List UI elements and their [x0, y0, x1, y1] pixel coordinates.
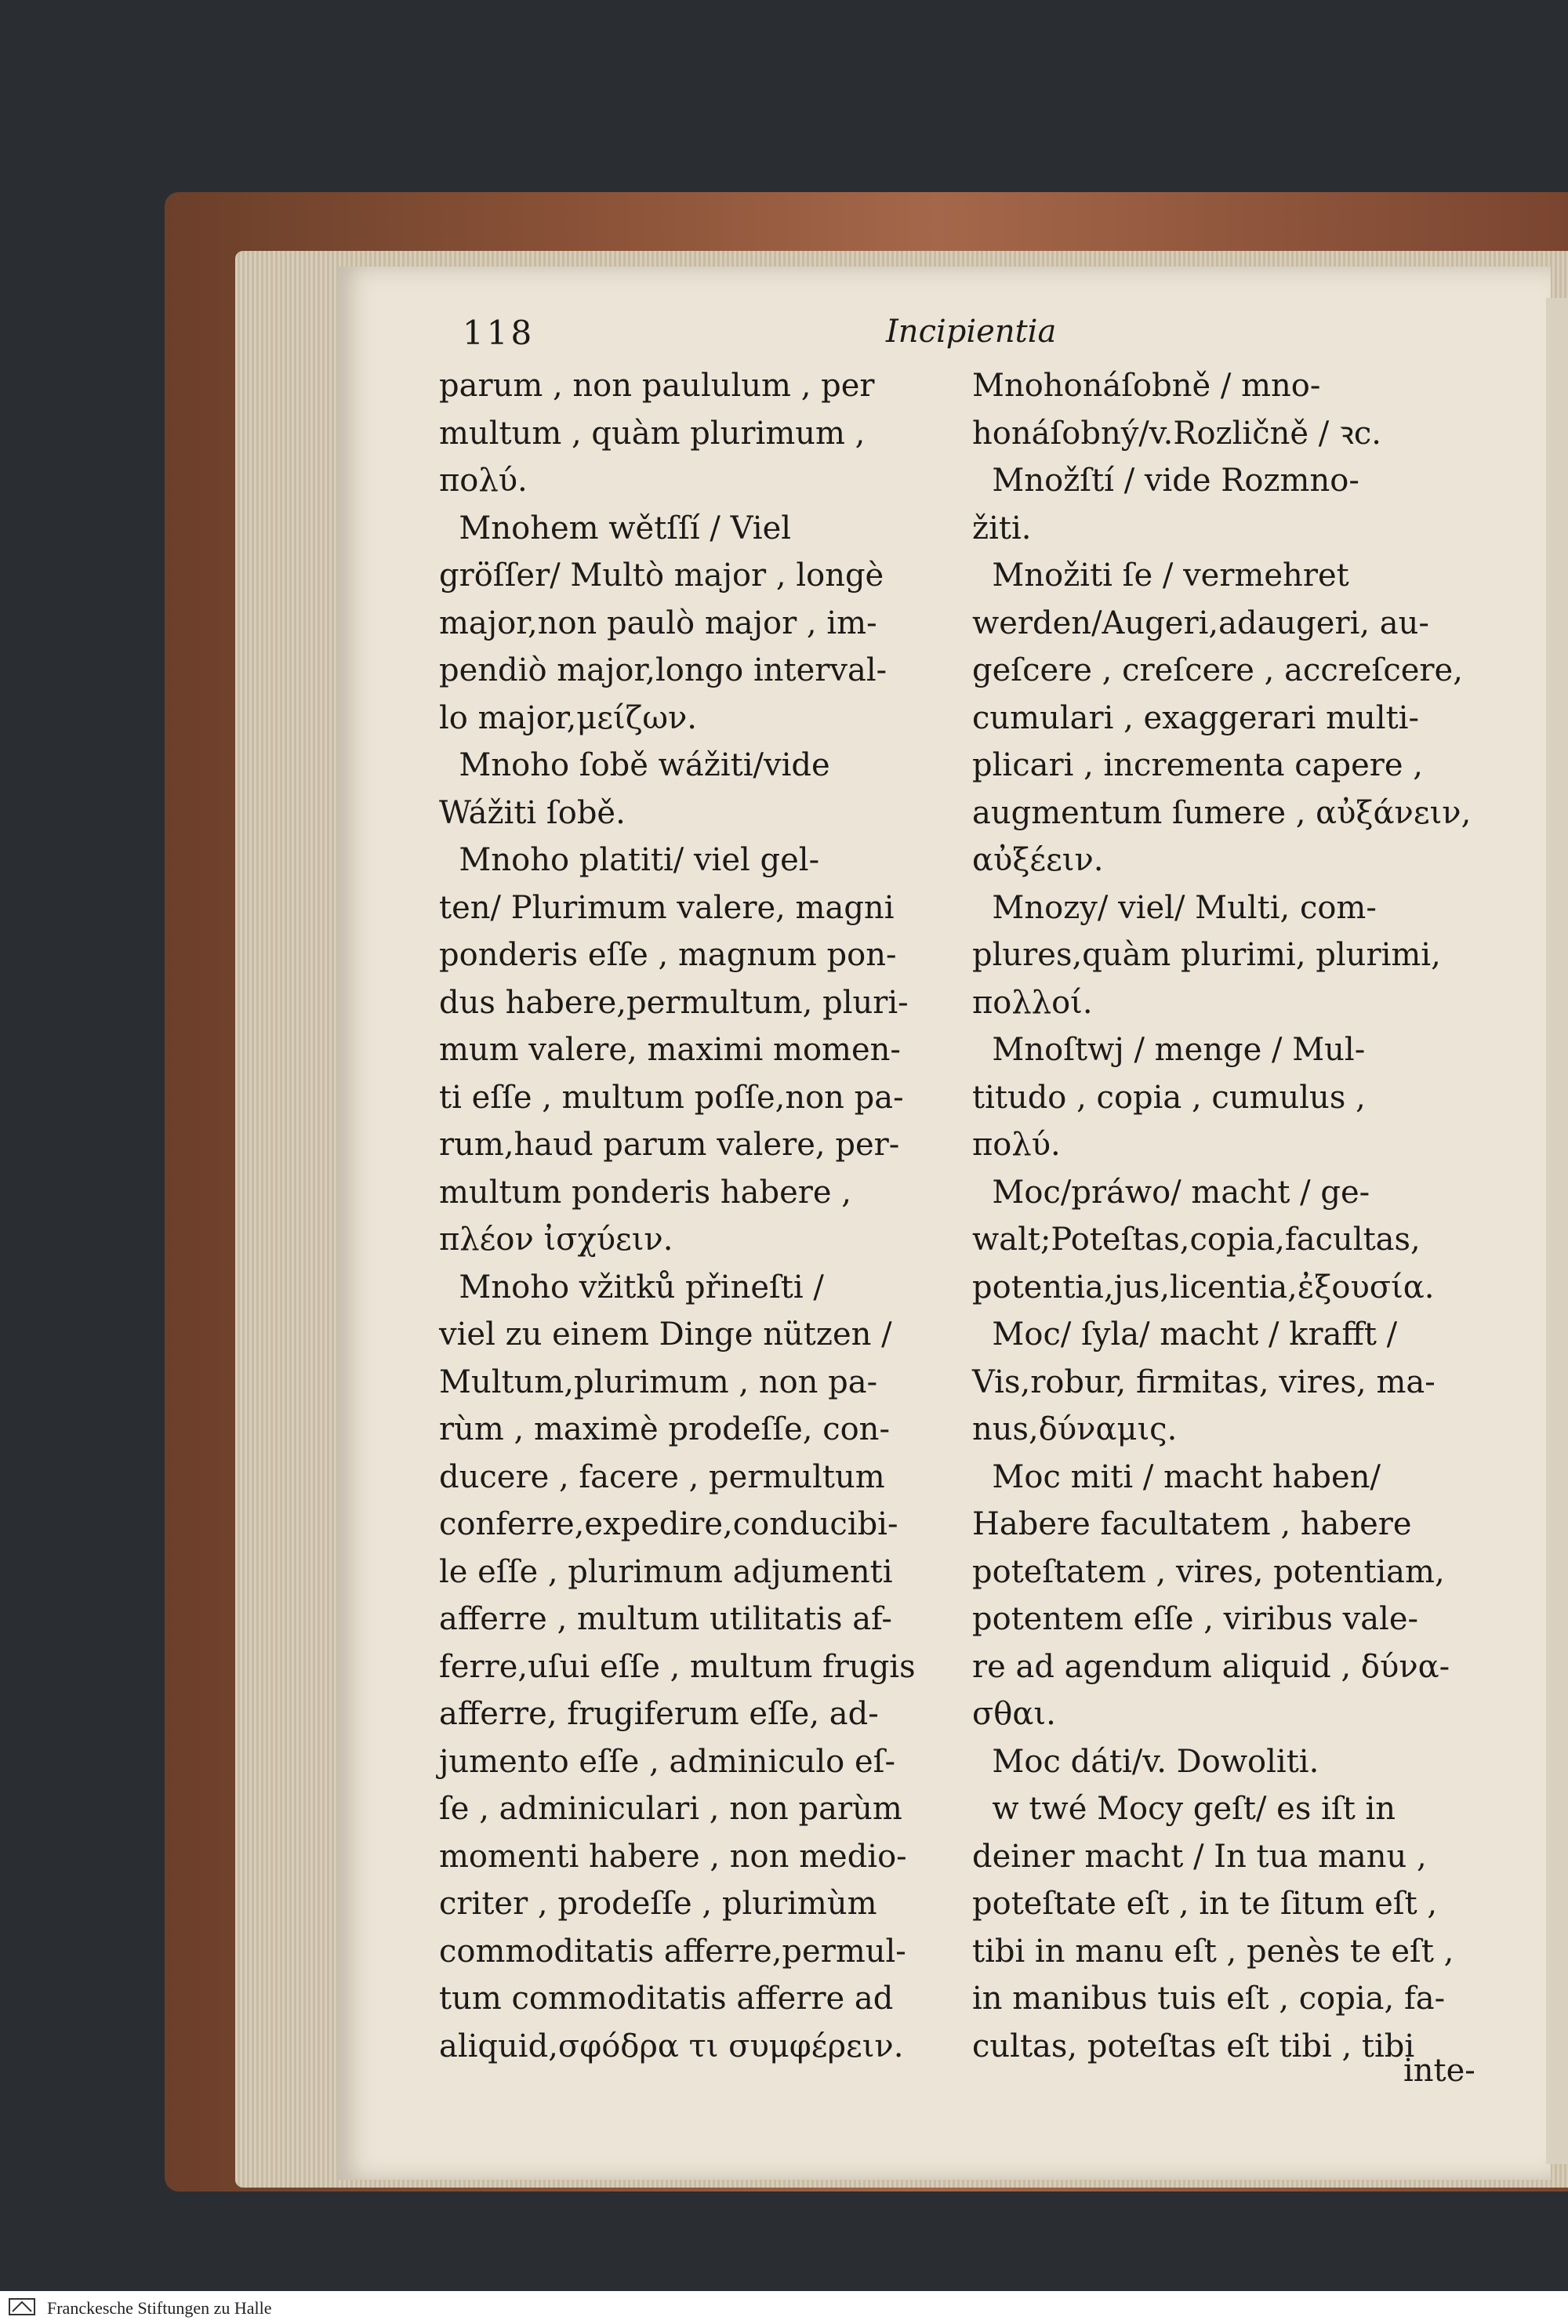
text-line: augmentum ſumere , αὐξάνειν,: [972, 794, 1472, 831]
text-line: Mnohem wětſſí / Viel: [439, 510, 792, 547]
text-line: cumulari , exaggerari multi-: [972, 699, 1419, 736]
text-line: Multum,plurimum , non pa-: [439, 1364, 878, 1400]
right-column: [972, 362, 1537, 2070]
text-line: nus,δύναμις.: [972, 1411, 1178, 1447]
text-line: cultas, poteſtas eſt tibi , tibi: [972, 2028, 1415, 2064]
text-line: Množſtí / vide Rozmno-: [972, 463, 1359, 499]
text-line: Moc/práwo/ macht / ge-: [972, 1174, 1370, 1211]
text-line: πολλοί.: [972, 984, 1093, 1021]
text-line: tum commoditatis afferre ad: [439, 1981, 894, 2017]
page-number: 118: [463, 314, 535, 352]
text-line: πολύ.: [972, 1127, 1061, 1163]
text-line: ponderis eſſe , magnum pon-: [439, 937, 897, 973]
text-line: parum , non paululum , per: [439, 368, 875, 404]
text-line: žiti.: [972, 510, 1032, 547]
text-line: ducere , facere , permultum: [439, 1458, 885, 1495]
text-line: w twé Mocy geſt/ es iſt in: [972, 1791, 1396, 1827]
text-line: viel zu einem Dinge nützen /: [439, 1316, 892, 1353]
text-line: plicari , incrementa capere ,: [972, 747, 1423, 783]
text-line: Mnoſtwj / menge / Mul-: [972, 1032, 1366, 1068]
facing-page-edge: [1546, 298, 1568, 2164]
text-line: Moc/ ſyla/ macht / krafft /: [972, 1316, 1398, 1353]
text-line: mum valere, maximi momen-: [439, 1032, 901, 1068]
text-line: afferre , multum utilitatis af-: [439, 1601, 892, 1637]
text-line: rum,haud parum valere, per-: [439, 1127, 900, 1163]
text-line: in manibus tuis eſt , copia, fa-: [972, 1981, 1446, 2017]
text-line: deiner macht / In tua manu ,: [972, 1838, 1427, 1875]
text-line: Mnoho vžitků přineſti /: [439, 1269, 824, 1305]
text-line: lo major,μείζων.: [439, 699, 698, 736]
text-line: multum ponderis habere ,: [439, 1174, 851, 1211]
text-line: jumento eſſe , adminiculo eſ-: [439, 1743, 895, 1780]
text-line: ferre,uſui eſſe , multum frugis: [439, 1648, 916, 1685]
footer-bar: [0, 2291, 1568, 2324]
text-line: rùm , maximè prodeſſe, con-: [439, 1411, 890, 1447]
text-line: potentia,jus,licentia,ἐξουσία.: [972, 1269, 1435, 1305]
text-line: dus habere,permultum, pluri-: [439, 984, 909, 1021]
text-line: werden/Augeri,adaugeri, au-: [972, 605, 1429, 641]
text-line: aliquid,σφόδρα τι συμφέρειν.: [439, 2028, 904, 2064]
text-line: momenti habere , non medio-: [439, 1838, 907, 1875]
text-line: gröſſer/ Multò major , longè: [439, 557, 884, 594]
text-line: multum , quàm plurimum ,: [439, 415, 866, 452]
text-line: Mnoho ſobě wážiti/vide: [439, 747, 830, 783]
text-line: commoditatis afferre,permul-: [439, 1933, 906, 1970]
text-line: major,non paulò major , im-: [439, 605, 877, 641]
text-line: afferre, frugiferum eſſe, ad-: [439, 1696, 879, 1732]
text-line: αὐξέειν.: [972, 842, 1104, 878]
text-line: conferre,expedire,conducibi-: [439, 1506, 898, 1542]
text-line: le eſſe , plurimum adjumenti: [439, 1553, 893, 1590]
text-line: Mnoho platiti/ viel gel-: [439, 842, 820, 878]
text-line: honáſobný/v.Rozličně / ꝛc.: [972, 415, 1382, 452]
text-line: σθαι.: [972, 1696, 1056, 1732]
text-line: geſcere , creſcere , accreſcere,: [972, 652, 1463, 688]
text-line: πλέον ἰσχύειν.: [439, 1222, 673, 1258]
page-header: [463, 314, 1552, 361]
text-line: potentem eſſe , viribus vale-: [972, 1601, 1419, 1637]
catchword: inte-: [1403, 2053, 1475, 2089]
text-line: ten/ Plurimum valere, magni: [439, 889, 895, 926]
text-line: tibi in manu eſt , penès te eſt ,: [972, 1933, 1454, 1970]
text-line: pendiò major,longo interval-: [439, 652, 887, 688]
text-line: titudo , copia , cumulus ,: [972, 1079, 1366, 1116]
text-line: ſe , adminiculari , non parùm: [439, 1791, 902, 1827]
text-line: Mnozy/ viel/ Multi, com-: [972, 889, 1377, 926]
institution-logo-icon: [5, 2294, 39, 2321]
text-line: plures,quàm plurimi, plurimi,: [972, 937, 1441, 973]
running-head: Incipientia: [886, 314, 1057, 350]
text-line: πολύ.: [439, 463, 528, 499]
text-line: Vis,robur, firmitas, vires, ma-: [972, 1364, 1436, 1400]
text-line: Wážiti ſobě.: [439, 794, 626, 831]
text-line: Mnohonáſobně / mno-: [972, 368, 1321, 404]
text-line: Moc dáti/v. Dowoliti.: [972, 1743, 1319, 1780]
text-line: poteſtate eſt , in te ſitum eſt ,: [972, 1886, 1438, 1922]
text-line: criter , prodeſſe , plurimùm: [439, 1886, 877, 1922]
text-line: ti eſſe , multum poſſe,non pa-: [439, 1079, 904, 1116]
text-line: walt;Poteſtas,copia,facultas,: [972, 1222, 1421, 1258]
text-line: Moc miti / macht haben/: [972, 1458, 1381, 1495]
left-column: [439, 362, 988, 2070]
footer-text: Franckesche Stiftungen zu Halle: [47, 2298, 272, 2318]
text-line: re ad agendum aliquid , δύνα-: [972, 1648, 1450, 1685]
text-line: poteſtatem , vires, potentiam,: [972, 1553, 1445, 1590]
text-line: Množiti ſe / vermehret: [972, 557, 1349, 594]
text-line: Habere facultatem , habere: [972, 1506, 1412, 1542]
